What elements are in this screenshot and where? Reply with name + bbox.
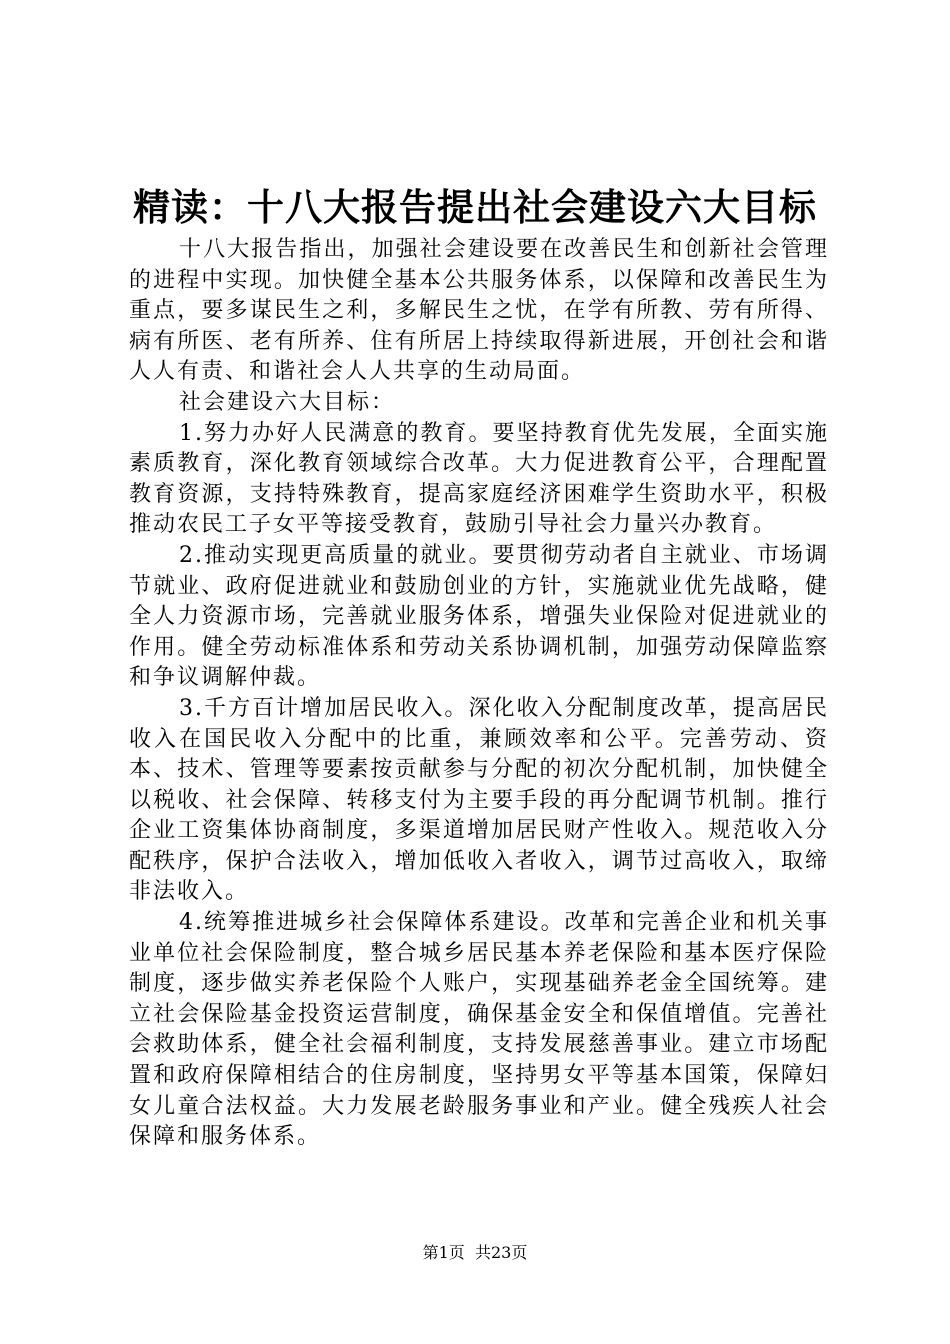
document-body	[129, 235, 829, 1153]
page-total: 共23页	[474, 1243, 528, 1262]
paragraph-goal-2: 2.推动实现更高质量的就业。要贯彻劳动者自主就业、市场调节就业、政府促进就业和鼓励创业的方针，实施就业优先战略，健全人力资源市场，完善就业服务体系，增强失业保险对促进就业的作用。健全劳动标准体系和劳动关系协调机制，加强劳动保障监察和争议调解仲裁。	[129, 542, 829, 691]
paragraph-goal-3: 3.千方百计增加居民收入。深化收入分配制度改革，提高居民收入在国民收入分配中的比重，兼顾效率和公平。完善劳动、资本、技术、管理等要素按贡献参与分配的初次分配机制，加快健全以税收、社会保障、转移支付为主要手段的再分配调节机制。推行企业工资集体协商制度，多渠道增加居民财产性收入。规范收入分配秩序，保护合法收入，增加低收入者收入，调节过高收入，取缔非法收入。	[129, 695, 829, 905]
paragraph-goal-1: 1.努力办好人民满意的教育。要坚持教育优先发展，全面实施素质教育，深化教育领域综合改革。大力促进教育公平，合理配置教育资源，支持特殊教育，提高家庭经济困难学生资助水平，积极推动农民工子女平等接受教育，鼓励引导社会力量兴办教育。	[129, 420, 829, 538]
page-number: 第1页	[422, 1243, 465, 1262]
paragraph-intro: 十八大报告指出，加强社会建设要在改善民生和创新社会管理的进程中实现。加快健全基本公共服务体系，以保障和改善民生为重点，要多谋民生之利，多解民生之忧，在学有所教、劳有所得、病有所医、老有所养、住有所居上持续取得新进展，开创社会和谐人人有责、和谐社会人人共享的生动局面。	[129, 237, 829, 385]
page-footer	[0, 1241, 950, 1265]
document-title: 精读：十八大报告提出社会建设六大目标	[133, 186, 817, 229]
paragraph-goal-4: 4.统筹推进城乡社会保障体系建设。改革和完善企业和机关事业单位社会保险制度，整合城乡居民基本养老保险和基本医疗保险制度，逐步做实养老保险个人账户，实现基础养老金全国统筹。建立社会保险基金投资运营制度，确保基金安全和保值增值。完善社会救助体系，健全社会福利制度，支持发展慈善事业。建立市场配置和政府保障相结合的住房制度，坚持男女平等基本国策，保障妇女儿童合法权益。大力发展老龄服务事业和产业。健全残疾人社会保障和服务体系。	[129, 910, 829, 1150]
paragraph-goals-heading: 社会建设六大目标：	[179, 389, 396, 415]
